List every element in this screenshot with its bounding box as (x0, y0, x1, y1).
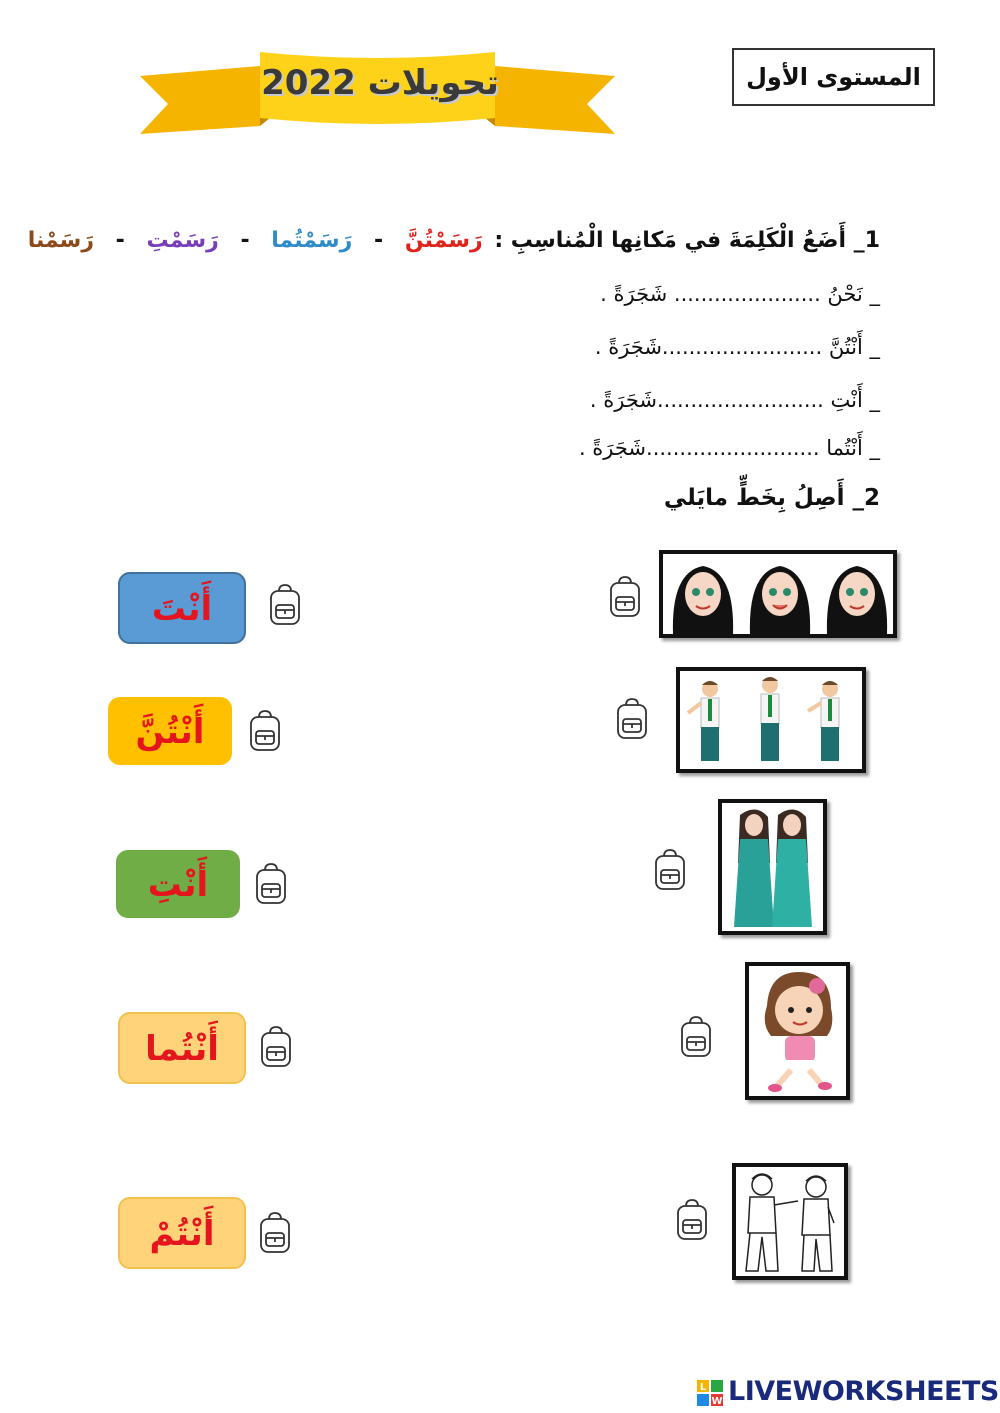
exercise-line-3[interactable]: _ أَنْتِ .........................شَجَرَةً . (589, 388, 880, 412)
girl-illustration (749, 966, 846, 1096)
question-1-prompt: 1_ أَضَعُ الْكَلِمَةَ في مَكانِها الْمُناسِبِ : (494, 228, 880, 253)
picture-two-boys[interactable] (732, 1163, 848, 1280)
backpack-icon[interactable] (251, 862, 291, 906)
separator: - (115, 228, 125, 253)
logo-letter: L (699, 1382, 707, 1393)
exercise-line-4[interactable]: _ أَنْتُما ..........................شَجَرَةً . (578, 436, 880, 460)
pronoun-box-anti[interactable]: أَنْتِ (116, 850, 240, 918)
liveworksheets-logo-icon (697, 1380, 723, 1406)
two-women-illustration (722, 803, 823, 931)
separator: - (374, 228, 384, 253)
backpack-icon[interactable] (256, 1025, 296, 1069)
backpack-icon[interactable] (255, 1211, 295, 1255)
exercise-line-2[interactable]: _ أَنْتُنَّ ........................شَجَرَةً . (594, 335, 880, 359)
question-2-title: 2_ أَصِلُ بِخَطٍّ مايَلي (663, 485, 880, 511)
pronoun-box-anta[interactable]: أَنْتَ (118, 572, 246, 644)
pronoun-box-antunna[interactable]: أَنْتُنَّ (108, 697, 232, 765)
backpack-icon[interactable] (612, 697, 652, 741)
backpack-icon[interactable] (605, 575, 645, 619)
logo-letter: W (711, 1396, 723, 1406)
word-option-4[interactable]: رَسَمْنا (27, 228, 94, 253)
pronoun-box-antuma[interactable]: أَنْتُما (118, 1012, 246, 1084)
word-option-3[interactable]: رَسَمْتِ (146, 228, 219, 253)
backpack-icon[interactable] (672, 1198, 712, 1242)
level-label: المستوى الأول (732, 48, 935, 106)
exercise-line-1[interactable]: _ نَحْنُ ...................... شَجَرَةً . (600, 282, 880, 306)
question-1-line (27, 228, 880, 268)
backpack-icon[interactable] (265, 583, 305, 627)
word-option-2[interactable]: رَسَمْتُما (271, 228, 353, 253)
picture-one-girl[interactable] (745, 962, 850, 1100)
picture-two-women[interactable] (718, 799, 827, 935)
hijab-girls-illustration (663, 554, 893, 634)
separator: - (240, 228, 250, 253)
backpack-icon[interactable] (676, 1015, 716, 1059)
picture-three-hijab-girls[interactable] (659, 550, 897, 638)
two-boys-illustration (736, 1167, 844, 1276)
backpack-icon[interactable] (650, 848, 690, 892)
liveworksheets-logo-text[interactable]: LIVEWORKSHEETS (728, 1376, 999, 1407)
banner-title: تحويلات 2022 (261, 63, 499, 103)
picture-three-men[interactable] (676, 667, 866, 773)
word-option-1[interactable]: رَسَمْتُنَّ (404, 228, 483, 253)
backpack-icon[interactable] (245, 709, 285, 753)
three-men-illustration (680, 671, 862, 769)
pronoun-box-antum[interactable]: أَنْتُمْ (118, 1197, 246, 1269)
